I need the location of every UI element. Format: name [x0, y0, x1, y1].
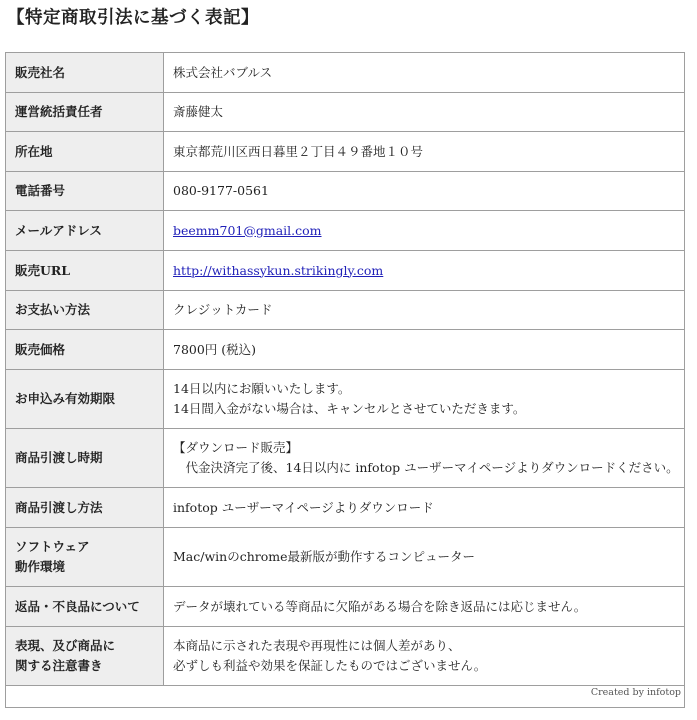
table-row [6, 172, 685, 211]
row-label-url: 販売URL [6, 251, 164, 291]
row-value-expiry: 14日以内にお願いいたします。 14日間入金がない場合は、キャンセルとさせていただきます。 [164, 370, 685, 429]
row-label-address: 所在地 [6, 132, 164, 172]
row-label-expiry: お申込み有効期限 [6, 370, 164, 429]
row-value-delivery-time: 【ダウンロード販売】 代金決済完了後、14日以内に infotop ユーザーマイページよりダウンロードください。 [164, 429, 685, 488]
row-label-manager: 運営統括責任者 [6, 93, 164, 132]
table-row [6, 132, 685, 172]
row-label-email: メールアドレス [6, 211, 164, 251]
row-value-url [164, 251, 685, 291]
row-label-price: 販売価格 [6, 330, 164, 370]
row-value-price: 7800円 (税込) [164, 330, 685, 370]
row-label-environment: ソフトウェア 動作環境 [6, 528, 164, 587]
table-row [6, 93, 685, 132]
row-label-payment: お支払い方法 [6, 291, 164, 330]
row-label-delivery-method: 商品引渡し方法 [6, 488, 164, 528]
table-row [6, 211, 685, 251]
row-value-environment: Mac/winのchrome最新版が動作するコンピューター [164, 528, 685, 587]
row-value-address: 東京都荒川区西日暮里２丁目４９番地１０号 [164, 132, 685, 172]
table-row [6, 370, 685, 429]
table-row [6, 587, 685, 627]
row-label-seller: 販売社名 [6, 53, 164, 93]
table-row [6, 488, 685, 528]
table-row [6, 53, 685, 93]
table-row [6, 627, 685, 686]
row-value-returns: データが壊れている等商品に欠陥がある場合を除き返品には応じません。 [164, 587, 685, 627]
row-value-phone: 080-9177-0561 [164, 172, 685, 211]
page-title: 【特定商取引法に基づく表記】 [7, 8, 259, 28]
table-row [6, 330, 685, 370]
row-label-delivery-time: 商品引渡し時期 [6, 429, 164, 488]
commerce-law-table [5, 52, 685, 686]
table-row [6, 251, 685, 291]
row-label-returns: 返品・不良品について [6, 587, 164, 627]
footer-credit: Created by infotop [590, 687, 681, 698]
table-row [6, 528, 685, 587]
row-value-seller: 株式会社バブルス [164, 53, 685, 93]
row-value-delivery-method: infotop ユーザーマイページよりダウンロード [164, 488, 685, 528]
email-link[interactable]: beemm701@gmail.com [173, 222, 322, 238]
row-value-manager: 斎藤健太 [164, 93, 685, 132]
row-label-phone: 電話番号 [6, 172, 164, 211]
row-value-email [164, 211, 685, 251]
row-value-notes: 本商品に示された表現や再現性には個人差があり、 必ずしも利益や効果を保証したものではございません。 [164, 627, 685, 686]
table-row [6, 429, 685, 488]
row-label-notes: 表現、及び商品に 関する注意書き [6, 627, 164, 686]
row-value-payment: クレジットカード [164, 291, 685, 330]
table-row [6, 291, 685, 330]
sales-url-link[interactable]: http://withassykun.strikingly.com [173, 262, 384, 278]
